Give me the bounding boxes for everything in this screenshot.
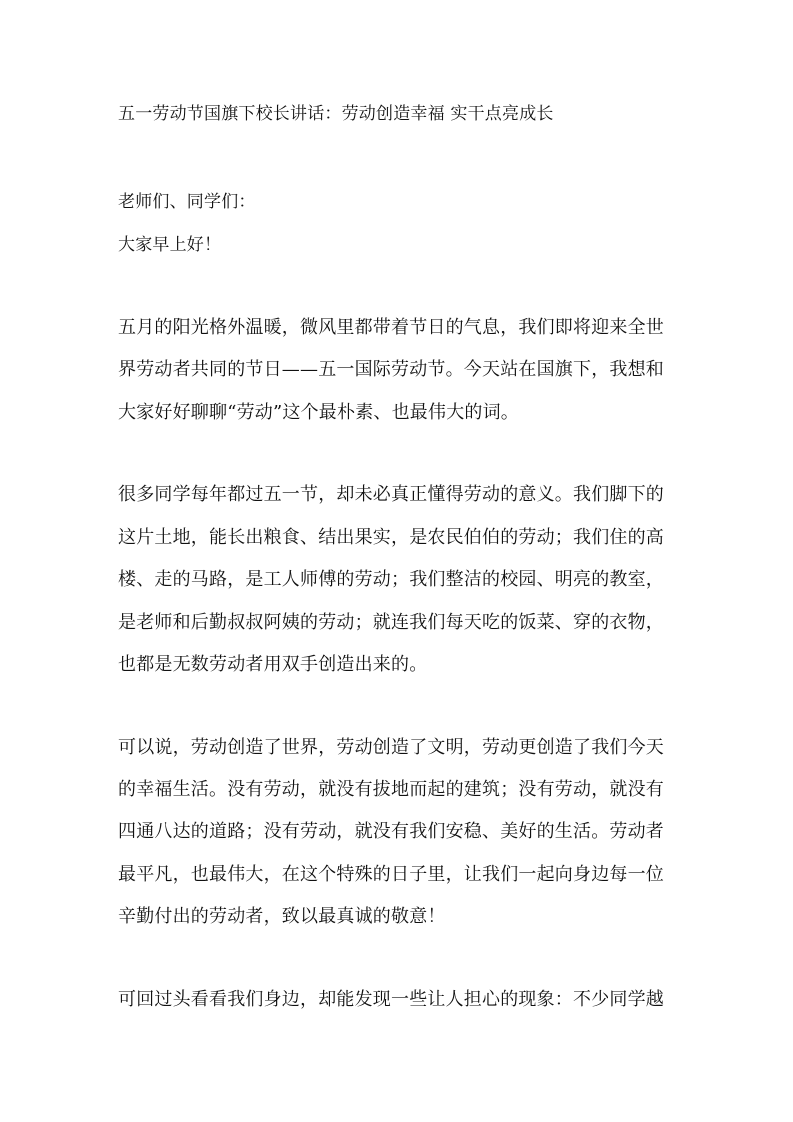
paragraph-line: 可以说，劳动创造了世界，劳动创造了文明，劳动更创造了我们今天 bbox=[118, 737, 664, 758]
greeting: 大家早上好！ bbox=[118, 235, 222, 255]
paragraph-line: 大家好好聊聊“劳动”这个最朴素、也最伟大的词。 bbox=[118, 402, 520, 423]
paragraph-line: 可回过头看看我们身边，却能发现一些让人担心的现象：不少同学越 bbox=[118, 989, 664, 1010]
paragraph-line: 的幸福生活。没有劳动，就没有拔地而起的建筑；没有劳动，就没有 bbox=[118, 779, 664, 800]
paragraph-line: 很多同学每年都过五一节，却未必真正懂得劳动的意义。我们脚下的 bbox=[118, 484, 664, 505]
paragraph-line: 楼、走的马路，是工人师傅的劳动；我们整洁的校园、明亮的教室， bbox=[118, 569, 664, 590]
paragraph-line: 辛勤付出的劳动者，致以最真诚的敬意！ bbox=[118, 906, 446, 927]
paragraph-line: 界劳动者共同的节日——五一国际劳动节。今天站在国旗下，我想和 bbox=[118, 359, 664, 380]
paragraph-line: 是老师和后勤叔叔阿姨的劳动；就连我们每天吃的饭菜、穿的衣物， bbox=[118, 612, 664, 633]
paragraph-line: 这片土地，能长出粮食、结出果实，是农民伯伯的劳动；我们住的高 bbox=[118, 527, 664, 548]
paragraph-line: 五月的阳光格外温暖，微风里都带着节日的气息，我们即将迎来全世 bbox=[118, 317, 664, 338]
paragraph-line: 最平凡，也最伟大，在这个特殊的日子里，让我们一起向身边每一位 bbox=[118, 864, 664, 885]
paragraph-line: 也都是无数劳动者用双手创造出来的。 bbox=[118, 654, 428, 675]
document-title: 五一劳动节国旗下校长讲话：劳动创造幸福 实干点亮成长 bbox=[118, 104, 554, 124]
salutation: 老师们、同学们： bbox=[118, 192, 256, 212]
paragraph-line: 四通八达的道路；没有劳动，就没有我们安稳、美好的生活。劳动者 bbox=[118, 821, 664, 842]
